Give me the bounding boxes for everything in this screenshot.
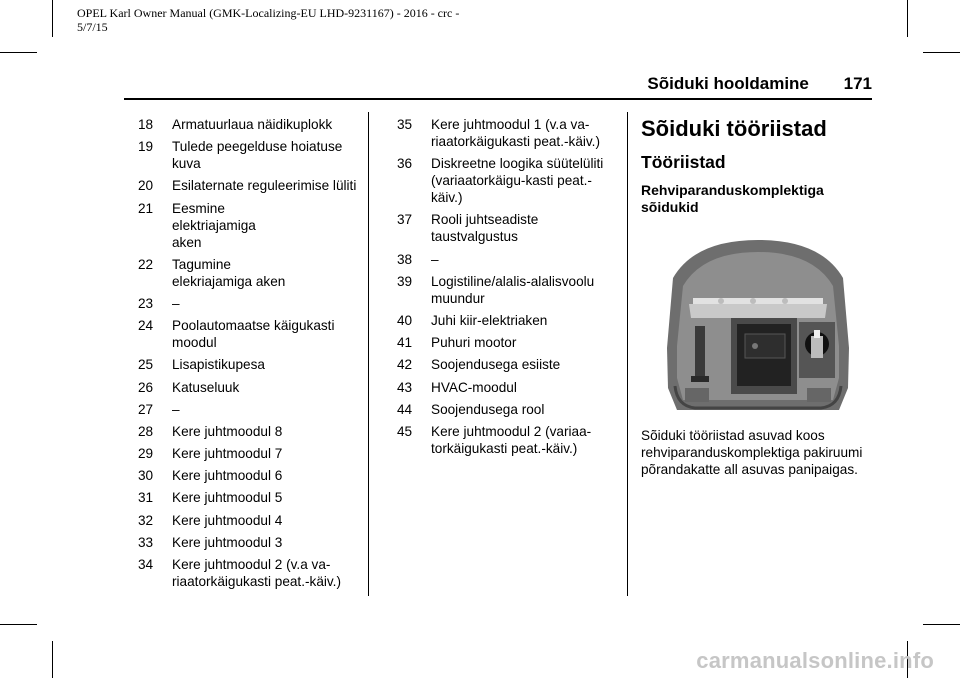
item-text: Soojendusega rool [431,401,545,417]
item-number: 27 [138,401,154,417]
item-text: Rooli juhtseadiste taustvalgustus [431,212,539,245]
item-text: Armatuurlaua näidikuplokk [172,117,333,132]
item-text: Tagumine elekriajamiga aken [172,256,286,289]
list-item [138,200,360,251]
crop-mark [907,0,908,37]
section-heading: Sõiduki tööriistad [641,116,827,141]
list-item [138,445,360,462]
list-item [138,423,360,440]
item-text: Lisapistikupesa [172,357,265,373]
header-rule [124,98,872,100]
list-item [397,211,619,245]
item-text: Katuseluuk [172,379,240,395]
item-number: 30 [138,468,154,484]
item-number: 34 [138,557,154,572]
list-item [397,334,619,351]
item-text: Soojendusega esiiste [431,357,561,373]
list-item [397,379,619,396]
item-number: 25 [138,357,154,373]
crop-mark [0,52,37,53]
list-item [138,379,360,396]
column-divider [627,112,628,596]
item-number: 31 [138,490,154,506]
fuse-list-column-2 [397,116,619,462]
list-item [397,155,619,206]
list-item [138,116,360,133]
list-item [138,317,360,351]
subsection-heading: Tööriistad [641,152,726,172]
item-text: Puhuri mootor [431,335,517,351]
document-meta [77,6,497,34]
item-text: Poolautomaatse käigukasti moodul [172,318,335,351]
item-number: 41 [397,335,413,351]
list-item [138,295,360,312]
page-number: 171 [843,74,872,93]
item-text: HVAC-moodul [431,379,517,395]
item-number: 26 [138,379,154,395]
list-item [138,401,360,418]
item-number: 32 [138,512,154,528]
crop-mark [52,0,53,37]
item-text: – [172,401,180,417]
crop-mark [923,624,960,625]
list-item [397,423,619,457]
item-text: Kere juhtmoodul 2 (variaa-torkäigukasti peat.-käiv.) [431,423,592,456]
list-item [397,356,619,373]
item-number: 40 [397,312,413,328]
item-number: 21 [138,200,154,216]
item-number: 24 [138,318,154,334]
list-item [138,512,360,529]
section-title: Sõiduki hooldamine [647,74,809,93]
item-number: 28 [138,423,154,439]
item-number: 29 [138,446,154,462]
fuse-list-column-1 [138,116,360,595]
vehicle-tools-section [641,116,873,216]
list-item [397,273,619,307]
item-text: Juhi kiir-elektriaken [431,312,548,328]
item-text: Diskreetne loogika süütelüliti (variaatorkäigu-kasti peat.-käiv.) [431,156,604,206]
list-item [138,489,360,506]
item-number: 23 [138,295,154,311]
item-text: Kere juhtmoodul 7 [172,446,283,462]
crop-mark [0,624,37,625]
list-item [138,356,360,373]
column-divider [368,112,369,596]
item-number: 39 [397,273,413,289]
list-item [397,312,619,329]
meta-line-1: OPEL Karl Owner Manual (GMK-Localizing-EU LHD-9231167) - 2016 - crc - [77,6,460,20]
item-text: – [431,251,439,267]
sub-subsection-heading: Rehviparanduskomplektiga sõidukid [641,182,824,215]
meta-line-2: 5/7/15 [77,20,108,34]
list-item [138,556,360,590]
item-text: Esilaternate reguleerimise lüliti [172,178,357,194]
tool-compartment-illustration [665,238,851,410]
list-item [138,256,360,290]
list-item [138,138,360,172]
item-number: 44 [397,401,413,417]
item-text: Kere juhtmoodul 2 (v.a va-riaatorkäigukasti peat.-käiv.) [172,557,341,589]
item-number: 19 [138,139,154,155]
list-item [138,177,360,194]
list-item [397,251,619,268]
item-number: 36 [397,156,413,172]
figure-caption: Sõiduki tööriistad asuvad koos rehviparanduskomplektiga pakiruumi põrandakatte all asuvas panipaigas. [641,428,863,477]
list-item [397,116,619,150]
crop-mark [923,52,960,53]
item-text: Kere juhtmoodul 3 [172,534,283,550]
item-text: Logistiline/alalis-alalisvoolu muundur [431,273,595,306]
item-number: 33 [138,534,154,550]
item-number: 45 [397,423,413,439]
item-text: Kere juhtmoodul 1 (v.a va-riaatorkäigukasti peat.-käiv.) [431,117,600,149]
item-number: 20 [138,178,154,194]
item-text: Kere juhtmoodul 5 [172,490,283,506]
item-number: 38 [397,251,413,267]
crop-mark [52,641,53,678]
item-text: Kere juhtmoodul 8 [172,423,283,439]
item-text: Eesmine elektriajamiga aken [172,200,256,250]
list-item [138,467,360,484]
item-text: Kere juhtmoodul 6 [172,468,283,484]
item-number: 18 [138,117,154,132]
item-number: 22 [138,256,154,272]
item-number: 37 [397,212,413,228]
item-text: Kere juhtmoodul 4 [172,512,283,528]
item-text: Tulede peegelduse hoiatuse kuva [172,139,343,172]
item-number: 43 [397,379,413,395]
running-header [647,74,872,94]
item-number: 35 [397,117,413,132]
list-item [138,534,360,551]
item-text: – [172,295,180,311]
list-item [397,401,619,418]
item-number: 42 [397,357,413,373]
watermark-text: carmanualsonline.info [696,648,934,673]
